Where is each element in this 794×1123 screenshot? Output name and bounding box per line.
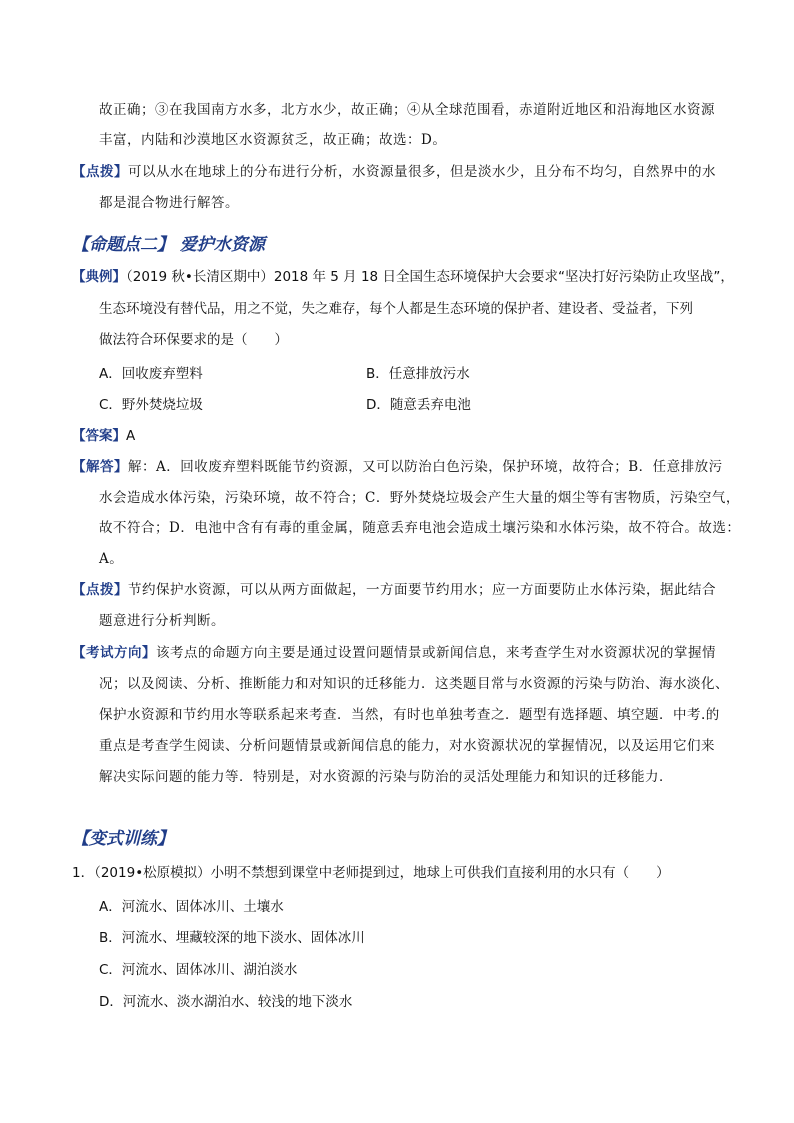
- exam-direction-tag: 【考试方向】: [72, 645, 156, 661]
- question-1-option-a: A．河流水、固体冰川、土壤水: [99, 899, 284, 915]
- exam-direction-line-3: 保护水资源和节约用水等联系起来考查．当然，有时也单独考查之．题型有选择题、填空题．中考.的: [99, 707, 720, 723]
- solution-tag: 【解答】: [72, 459, 128, 475]
- tip-text-line-2: 都是混合物进行解答。: [99, 195, 239, 211]
- answer-value: A: [126, 428, 136, 444]
- section-heading: 【命题点二】 爱护水资源: [72, 235, 265, 255]
- answer-tag: 【答案】: [72, 428, 126, 444]
- example-option-c: C．野外焚烧垃圾: [99, 397, 203, 413]
- solution-line-4: A。: [99, 551, 124, 567]
- example-line-3: 做法符合环保要求的是（ ）: [99, 332, 288, 348]
- question-1-option-b: B．河流水、埋藏较深的地下淡水、固体冰川: [99, 930, 365, 946]
- tip2-line-2: 题意进行分析判断。: [99, 613, 225, 629]
- exam-direction-line-5: 解决实际问题的能力等．特别是，对水资源的污染与防治的灵活处理能力和知识的迁移能力．: [99, 769, 673, 785]
- solution-block: [72, 457, 723, 477]
- tip2-tag: 【点拨】: [72, 582, 128, 598]
- example-line-1: （2019 秋•长清区期中）2018 年 5 月 18 日全国生态环境保护大会要求“坚决打好污染防止攻坚战”，: [126, 269, 734, 285]
- exam-direction-block: [72, 643, 716, 663]
- tip-block: [72, 162, 716, 182]
- explanation-line-2: 丰富，内陆和沙漠地区水资源贫乏，故正确；故选：D。: [99, 132, 447, 148]
- example-option-b: B．任意排放污水: [366, 366, 470, 382]
- solution-line-1: 解：A．回收废弃塑料既能节约资源，又可以防治白色污染，保护环境，故符合；B．任意排放污: [128, 459, 723, 475]
- tip2-line-1: 节约保护水资源，可以从两方面做起，一方面要节约用水；应一方面要防止水体污染，据此结合: [128, 582, 716, 598]
- example-tag: 【典例】: [72, 269, 126, 285]
- exam-direction-line-4: 重点是考查学生阅读、分析问题情景或新闻信息的能力，对水资源状况的掌握情况，以及运用它们来: [99, 738, 715, 754]
- exam-direction-line-2: 况；以及阅读、分析、推断能力和对知识的迁移能力．这类题目常与水资源的污染与防治、海水淡化、: [99, 676, 729, 692]
- example-option-d: D．随意丢弃电池: [366, 397, 471, 413]
- solution-line-3: 故不符合；D．电池中含有有毒的重金属，随意丢弃电池会造成土壤污染和水体污染，故不符合。故选：: [99, 520, 741, 536]
- answer-block: [72, 426, 135, 446]
- tip-text-line-1: 可以从水在地球上的分布进行分析，水资源量很多，但是淡水少，且分布不均匀，自然界中的水: [128, 164, 716, 180]
- tip2-block: [72, 580, 716, 600]
- exam-direction-line-1: 该考点的命题方向主要是通过设置问题情景或新闻信息，来考查学生对水资源状况的掌握情: [156, 645, 716, 661]
- training-heading: 【变式训练】: [72, 829, 174, 849]
- solution-line-2: 水会造成水体污染，污染环境，故不符合；C．野外焚烧垃圾会产生大量的烟尘等有害物质，污染空气，: [99, 490, 740, 506]
- explanation-line-1: 故正确；③在我国南方水多，北方水少，故正确；④从全球范围看，赤道附近地区和沿海地区水资源: [99, 102, 715, 118]
- question-1-stem: 1．（2019•松原模拟）小明不禁想到课堂中老师提到过，地球上可供我们直接利用的水只有（ ）: [72, 865, 670, 881]
- example-block: [72, 267, 734, 287]
- tip-tag: 【点拨】: [72, 164, 128, 180]
- question-1-option-d: D．河流水、淡水湖泊水、较浅的地下淡水: [99, 994, 353, 1010]
- question-1-option-c: C．河流水、固体冰川、湖泊淡水: [99, 962, 298, 978]
- example-option-a: A．回收废弃塑料: [99, 366, 203, 382]
- example-line-2: 生态环境没有替代品，用之不觉，失之难存，每个人都是生态环境的保护者、建设者、受益者，下列: [99, 301, 693, 317]
